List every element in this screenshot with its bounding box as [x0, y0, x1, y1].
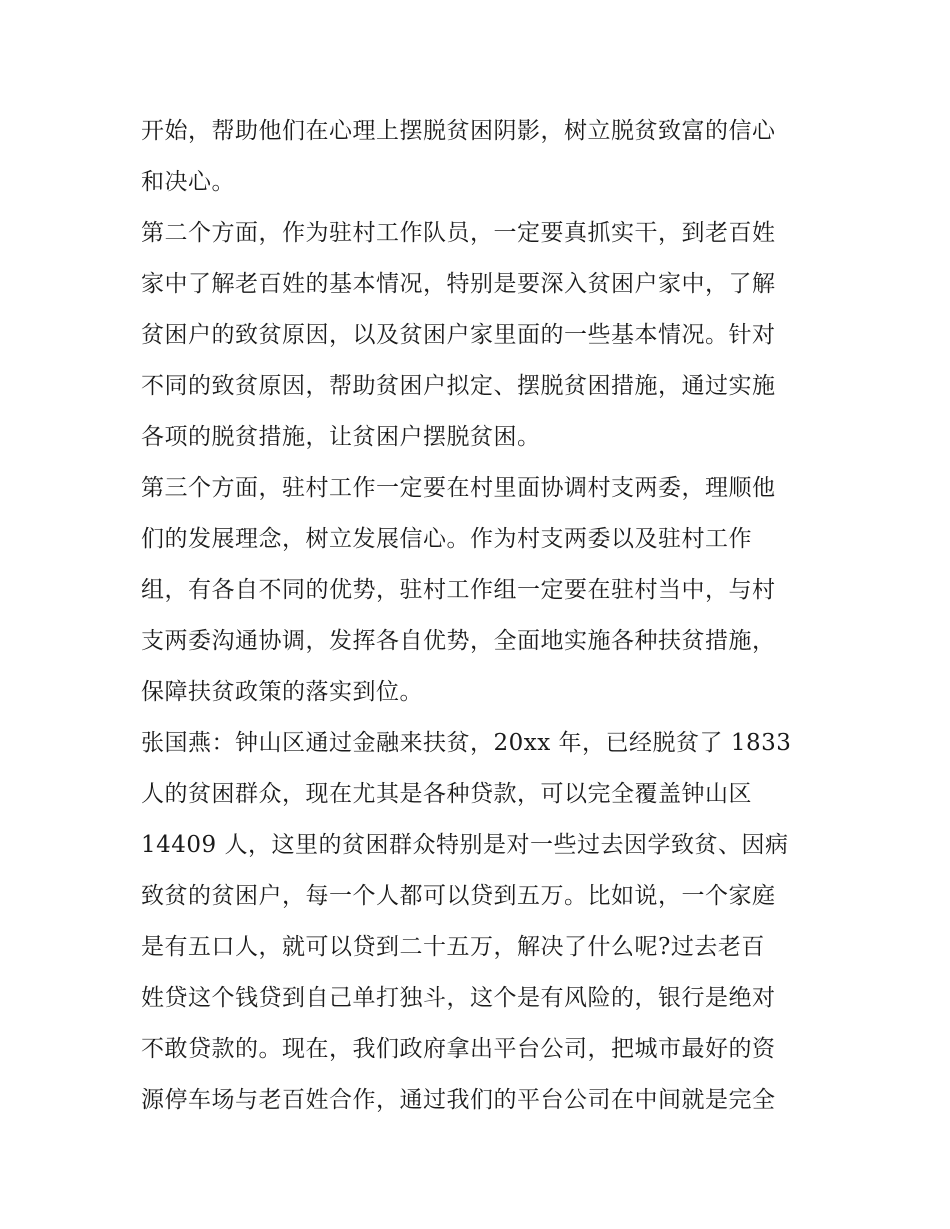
text-line: 各项的脱贫措施，让贫困户摆脱贫困。 — [141, 424, 541, 450]
text-line: 家中了解老百姓的基本情况，特别是要深入贫困户家中，了解 — [141, 271, 776, 297]
text-line: 人的贫困群众，现在尤其是各种贷款，可以完全覆盖钟山区 — [141, 781, 752, 807]
text-line: 是有五口人，就可以贷到二十五万，解决了什么呢?过去老百 — [141, 934, 765, 960]
text-line: 张国燕：钟山区通过金融来扶贫，20xx 年，已经脱贫了 1833 — [141, 730, 792, 756]
text-line: 不同的致贫原因，帮助贫困户拟定、摆脱贫困措施，通过实施 — [141, 373, 776, 399]
text-line: 第三个方面，驻村工作一定要在村里面协调村支两委，理顺他 — [141, 475, 776, 501]
text-line: 贫困户的致贫原因，以及贫困户家里面的一些基本情况。针对 — [141, 322, 776, 348]
text-line: 开始，帮助他们在心理上摆脱贫困阴影，树立脱贫致富的信心 — [141, 118, 776, 144]
text-line: 源停车场与老百姓合作，通过我们的平台公司在中间就是完全 — [141, 1087, 776, 1113]
document-body — [141, 106, 821, 1126]
text-line: 姓贷这个钱贷到自己单打独斗，这个是有风险的，银行是绝对 — [141, 985, 776, 1011]
text-line: 第二个方面，作为驻村工作队员，一定要真抓实干，到老百姓 — [141, 220, 776, 246]
text-line: 不敢贷款的。现在，我们政府拿出平台公司，把城市最好的资 — [141, 1036, 776, 1062]
text-line: 组，有各自不同的优势，驻村工作组一定要在驻村当中，与村 — [141, 577, 776, 603]
text-line: 支两委沟通协调，发挥各自优势，全面地实施各种扶贫措施， — [141, 628, 776, 654]
text-line: 和决心。 — [141, 169, 235, 195]
text-line: 14409 人，这里的贫困群众特别是对一些过去因学致贫、因病 — [141, 832, 789, 858]
text-line: 保障扶贫政策的落实到位。 — [141, 679, 423, 705]
text-line: 们的发展理念，树立发展信心。作为村支两委以及驻村工作 — [141, 526, 752, 552]
text-line: 致贫的贫困户，每一个人都可以贷到五万。比如说，一个家庭 — [141, 883, 776, 909]
